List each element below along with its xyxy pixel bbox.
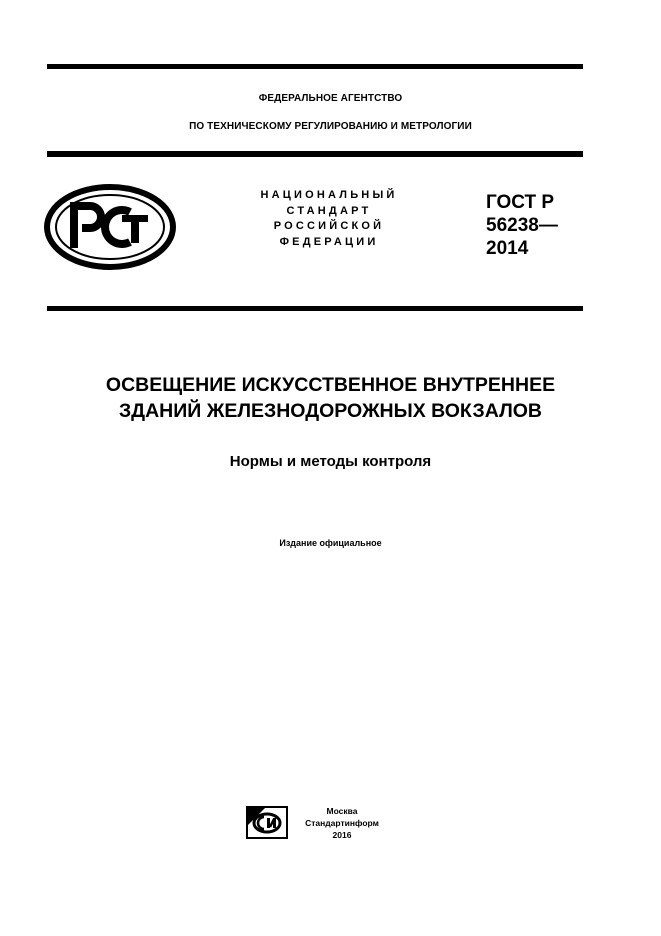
gost-line-2: 56238—	[486, 215, 558, 236]
document-subtitle: Нормы и методы контроля	[229, 453, 432, 470]
publisher-city: Москва	[326, 806, 358, 816]
national-standard-line-3: РОССИЙСКОЙ	[273, 220, 385, 232]
publisher-name: Стандартинформ	[305, 818, 379, 828]
standartinform-logo-icon	[246, 806, 288, 839]
gost-designation	[486, 191, 558, 260]
agency-line-2: ПО ТЕХНИЧЕСКОМУ РЕГУЛИРОВАНИЮ И МЕТРОЛОГИИ	[189, 121, 472, 132]
bottom-rule	[47, 306, 583, 311]
rst-logo-icon	[44, 184, 176, 270]
national-standard-line-1: НАЦИОНАЛЬНЫЙ	[260, 189, 398, 201]
publisher-year: 2016	[332, 830, 352, 840]
title-line-2: ЗДАНИЙ ЖЕЛЕЗНОДОРОЖНЫХ ВОКЗАЛОВ	[118, 400, 543, 422]
national-standard-line-2: СТАНДАРТ	[286, 204, 372, 217]
middle-rule	[47, 151, 583, 157]
top-rule	[47, 64, 583, 69]
document-title	[0, 372, 661, 424]
national-standard-label	[236, 188, 422, 250]
gost-line-3: 2014	[486, 238, 529, 259]
gost-line-1: ГОСТ Р	[486, 192, 555, 213]
national-standard-line-4: ФЕДЕРАЦИИ	[279, 235, 379, 248]
edition-label: Издание официальное	[279, 538, 382, 548]
title-line-1: ОСВЕЩЕНИЕ ИСКУССТВЕННОЕ ВНУТРЕННЕЕ	[105, 374, 556, 396]
publisher-block	[296, 805, 388, 841]
agency-line-1: ФЕДЕРАЛЬНОЕ АГЕНТСТВО	[258, 93, 403, 104]
